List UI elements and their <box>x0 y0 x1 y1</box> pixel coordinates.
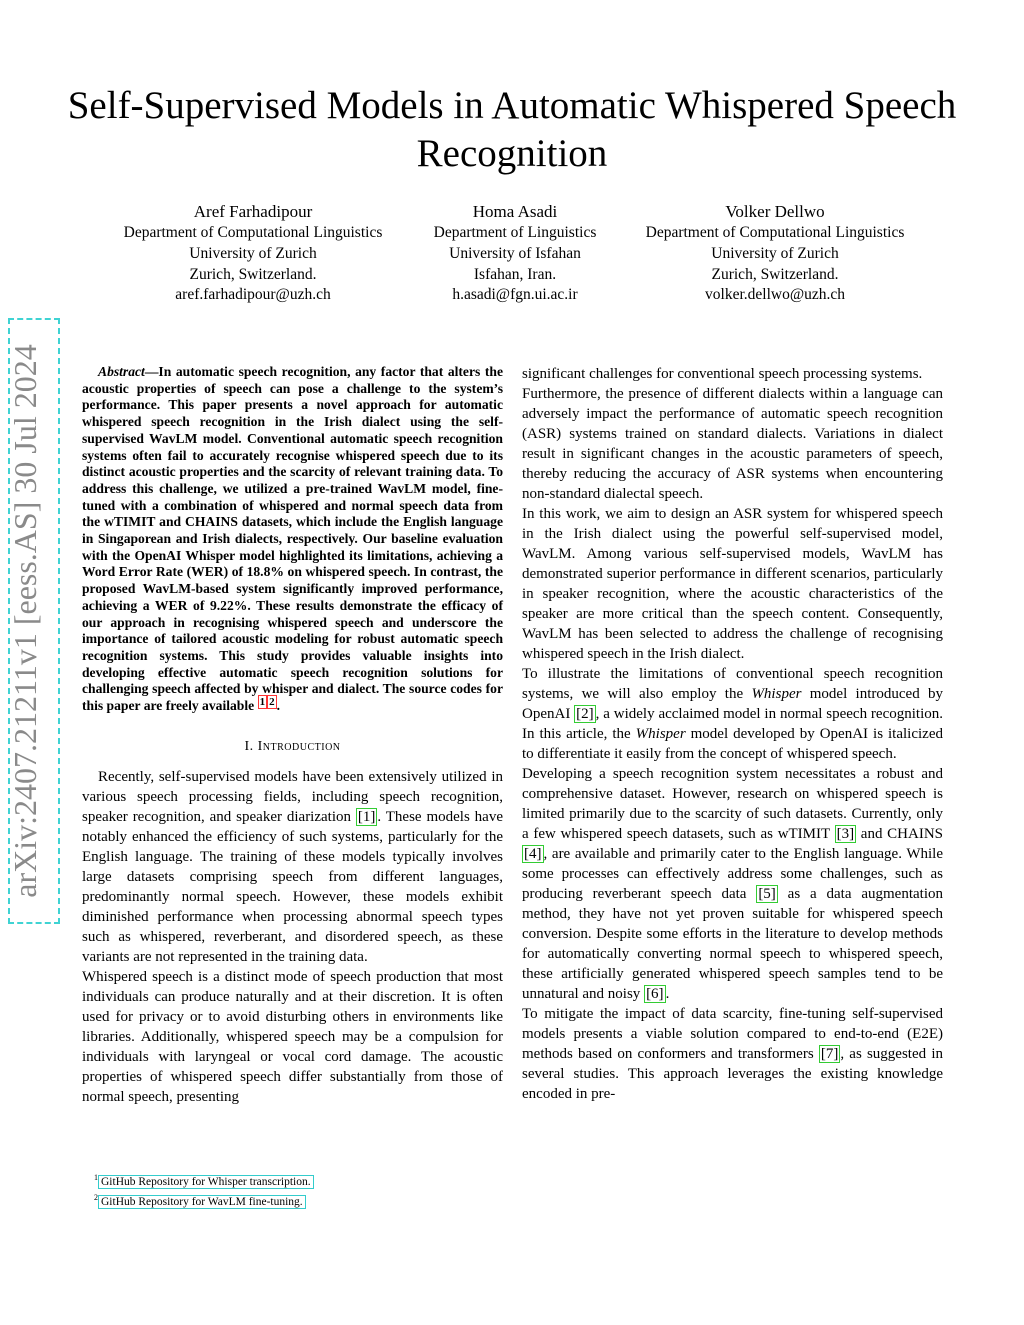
citation-link[interactable]: [3] <box>836 826 855 842</box>
github-wavlm-link[interactable]: GitHub Repository for WavLM fine-tuning. <box>98 1195 306 1209</box>
author-name: Homa Asadi <box>472 202 558 221</box>
citation-link[interactable]: [2] <box>576 706 594 722</box>
right-paragraph-6 <box>522 1004 943 1104</box>
section-title: Introduction <box>257 738 341 754</box>
text: Developing a speech recognition system necessitates a robust and comprehensive dataset. However, research on whispered speech is limited primarily due to the scarcity of such datasets. Currently, only a few whispered speech datasets, such as wTIMIT <box>522 766 943 842</box>
abstract-label: Abstract <box>98 364 145 379</box>
citation-link[interactable]: [6] <box>646 986 664 1002</box>
footnote-ref-2[interactable]: 2 <box>269 695 275 708</box>
right-paragraph-1: significant challenges for conventional speech processing systems. <box>522 366 923 382</box>
author-department: Department of Computational Linguistics <box>123 224 383 241</box>
text: To mitigate the impact of data scarcity, fine-tuning self-supervised models presents a viable solution compared to end-to-end (E2E) methods based on conformers and transformers <box>522 1006 943 1062</box>
text: . <box>665 986 670 1002</box>
text: as a data augmentation method, they have not yet proven suitable for whispered speech conversion. Despite some efforts in the literature to develop methods for automatically converting normal speech to whispered speech, these artificially generated whispered speech samples tend to be unnatural and noisy <box>522 886 943 1002</box>
citation-link[interactable]: [4] <box>524 846 542 862</box>
author-email: h.asadi@fgn.ui.ac.ir <box>452 286 578 304</box>
text: model developed by OpenAI is italicized to differentiate it easily from the concept of whispered speech. <box>522 726 943 762</box>
paper-title: Self-Supervised Models in Automatic Whispered Speech Recognition <box>67 84 957 175</box>
author-1 <box>90 201 416 306</box>
author-department: Department of Linguistics <box>433 224 597 241</box>
author-name: Volker Dellwo <box>725 202 825 221</box>
section-number: I. <box>244 738 254 754</box>
right-paragraph-3: In this work, we aim to design an ASR system for whispered speech in the Irish dialect using the powerful self-supervised model, WavLM. Among various self-supervised models, WavLM has demonstrated superior performance in different scenarios, particularly in speaker recognition, where the acoustic characteristics of the speaker are more critical than the speech content. Consequently, WavLM has been selected to address the challenge of recognising whispered speech in the Irish dialect. <box>522 506 943 662</box>
abstract-dash: — <box>144 364 159 379</box>
citation-link[interactable]: [1] <box>357 808 376 825</box>
author-location: Zurich, Switzerland. <box>189 265 317 283</box>
author-university: University of Zurich <box>711 244 839 262</box>
footnote-1 <box>94 1170 514 1190</box>
intro-paragraph-1 <box>82 767 503 967</box>
author-3 <box>612 201 938 306</box>
abstract <box>82 364 503 715</box>
footnote-mark: 2 <box>94 1193 98 1203</box>
author-university: University of Zurich <box>189 244 317 262</box>
footnote-mark: 1 <box>94 1173 98 1182</box>
abstract-body: In automatic speech recognition, any factor that alters the acoustic properties of speech can pose a challenge to the system’s performance. This paper presents a novel approach for automatic whispered speech recognition in the Irish dialect using the self-supervised WavLM model. Conventional automatic speech recognition systems often fail to accurately recognise whispered speech due to its distinct acoustic properties and the scarcity of relevant training data. To address this challenge, we utilized a pre-trained WavLM model, fine-tuned with a combination of whispered and normal speech data from the wTIMIT and CHAINS datasets, which include the English language in Singaporean and Irish dialects, respectively. Our baseline evaluation with the OpenAI Whisper model highlighted its limitations, achieving a Word Error Rate (WER) of 18.8% on whispered speech. In contrast, the proposed WavLM-based system significantly improved performance, achieving a WER of 9.22%. These results demonstrate the efficacy of our approach in recognising whispered speech and underscore the importance of tailored acoustic modeling for robust automatic speech recognition systems. This study provides valuable insights into developing effective automatic speech recognition solutions for challenging speech affected by whisper and dialect. The source codes for this paper are freely available <box>82 364 503 714</box>
text: , as suggested in several studies. This approach leverages the existing knowledge encoded in pre- <box>522 1046 943 1102</box>
right-paragraph-4 <box>522 664 943 764</box>
section-heading-introduction <box>82 737 503 757</box>
abstract-end: . <box>276 698 280 714</box>
text: Recently, self-supervised models have been extensively utilized in various speech processing fields, including speech recognition, speaker recognition, and speaker diarization <box>82 768 503 825</box>
text: . These models have notably enhanced the efficiency of such systems, particularly for the English language. The training of these models typically involves large datasets comprising speech from different languages, predominantly normal speech. However, these models exhibit diminished performance when processing abnormal speech types such as whispered, reverberant, and disordered speech, as these variants are not represented in the training data. <box>82 808 503 965</box>
intro-paragraph-2: Whispered speech is a distinct mode of speech production that most individuals can produce naturally and at their discretion. It is often used for privacy or to avoid disturbing others in environments like libraries. Additionally, whispered speech may be a compulsion for individuals with laryngeal or vocal cord damage. The acoustic properties of whispered speech differ substantially from those of normal speech, presenting <box>82 968 503 1105</box>
arxiv-identifier: arXiv:2407.21211v1 [eess.AS] 30 Jul 2024 <box>7 344 43 898</box>
model-name: Whisper <box>635 726 686 742</box>
left-column <box>82 364 503 1107</box>
footnote-2 <box>94 1190 514 1210</box>
author-location: Isfahan, Iran. <box>473 265 557 283</box>
author-department: Department of Computational Linguistics <box>645 224 905 241</box>
text: , a widely acclaimed model in normal speech recognition. In this article, the <box>522 706 943 742</box>
right-paragraph-5 <box>522 764 943 1004</box>
right-column <box>522 364 943 1104</box>
footnote-ref-1[interactable]: 1 <box>259 695 266 708</box>
author-email: aref.farhadipour@uzh.ch <box>175 286 331 304</box>
footnotes <box>94 1170 514 1211</box>
model-name: Whisper <box>751 686 802 702</box>
text: model introduced by OpenAI <box>522 686 944 722</box>
author-2 <box>415 201 615 306</box>
author-email: volker.dellwo@uzh.ch <box>705 286 845 304</box>
right-paragraph-2: Furthermore, the presence of different dialects within a language can adversely impact the performance of automatic speech recognition (ASR) systems trained on standard dialects. Variations in dialect result in significant changes in the acoustic parameters of speech, thereby reducing the accuracy of ASR systems when encountering non-standard dialectal speech. <box>522 386 943 502</box>
text: and CHAINS <box>856 826 943 842</box>
citation-link[interactable]: [5] <box>758 886 776 902</box>
text: , are available and primarily cater to the English language. While some processes can effectively address some challenges, such as producing reverberant speech data <box>522 846 943 902</box>
citation-link[interactable]: [7] <box>820 1046 839 1062</box>
author-university: University of Isfahan <box>449 244 581 262</box>
text: To illustrate the limitations of conventional speech recognition systems, we will also employ the <box>522 666 943 702</box>
author-name: Aref Farhadipour <box>193 202 313 221</box>
author-location: Zurich, Switzerland. <box>711 265 839 283</box>
github-whisper-link[interactable]: GitHub Repository for Whisper transcription. <box>98 1175 314 1189</box>
